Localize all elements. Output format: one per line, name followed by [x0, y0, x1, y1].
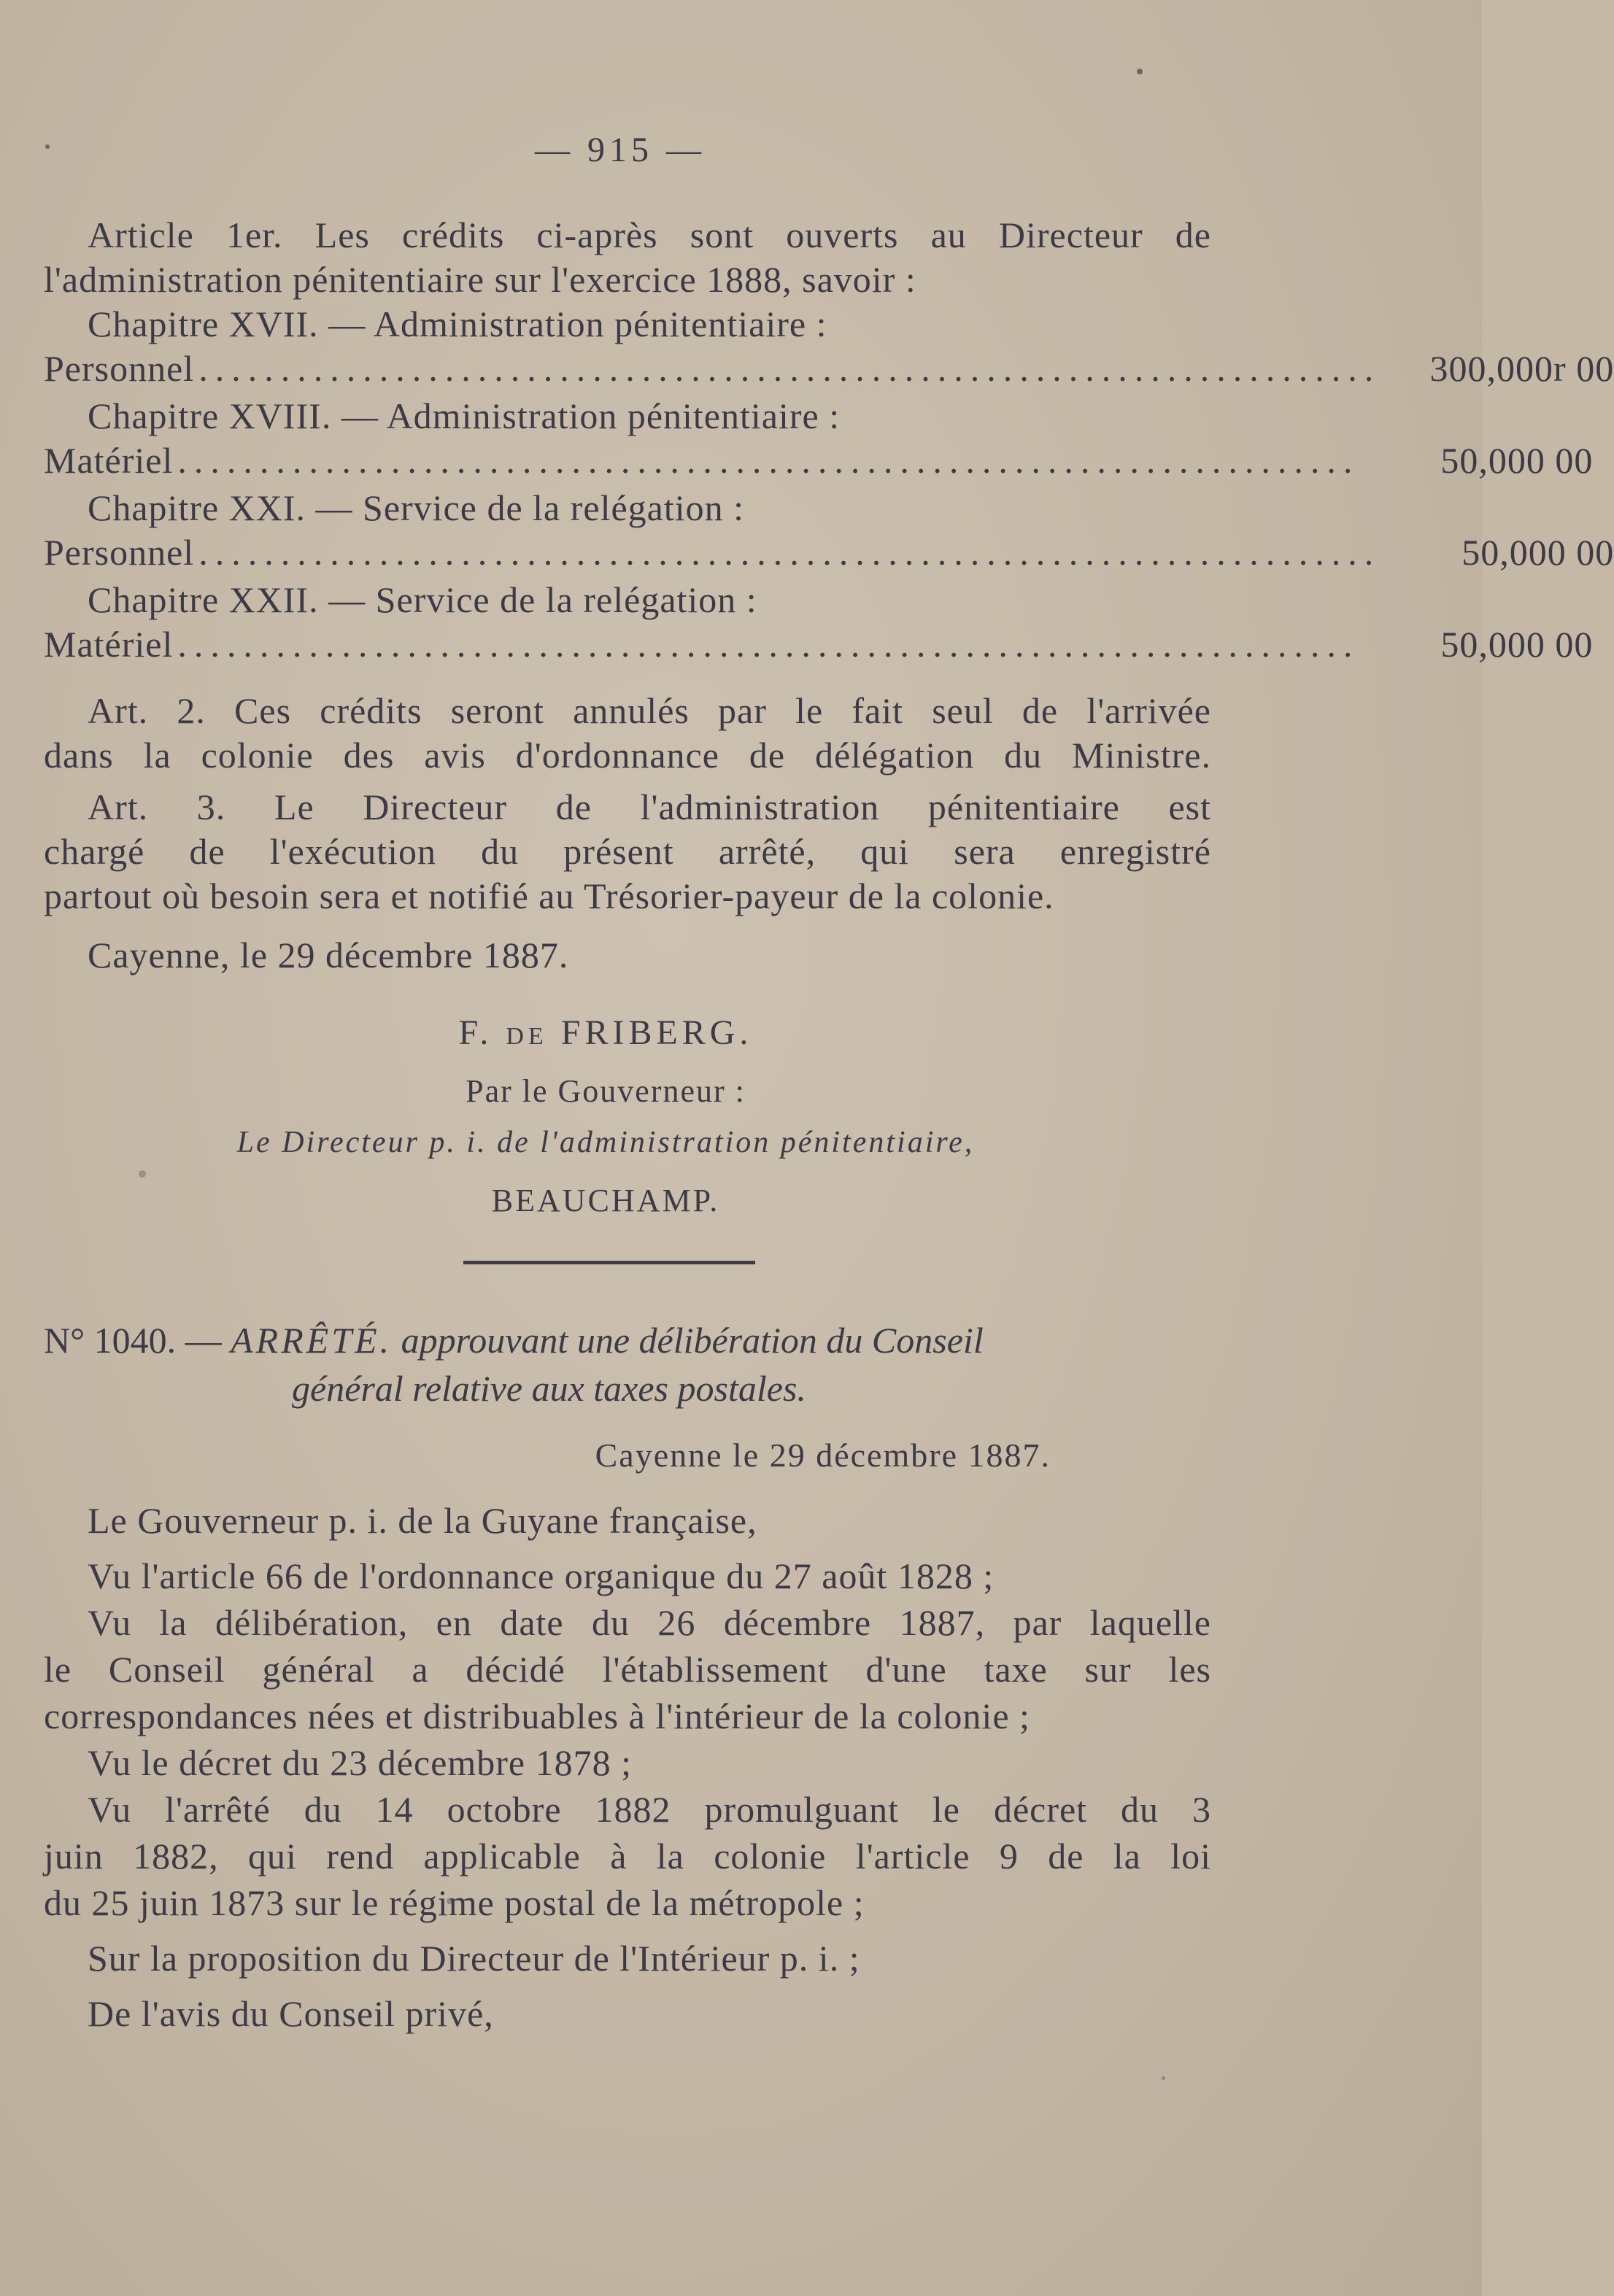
leader-dots: ........................................................................ — [177, 624, 1360, 665]
credit-row — [44, 622, 1594, 667]
governor-line: Le Gouverneur p. i. de la Guyane française, — [88, 1500, 757, 1541]
vu-line: Vu le décret du 23 décembre 1878 ; — [88, 1742, 633, 1783]
credit-label: Matériel — [44, 624, 174, 665]
place-date: Cayenne, le 29 décembre 1887. — [88, 935, 569, 975]
article-1 — [44, 213, 1211, 302]
credit-chapter — [44, 486, 1211, 530]
vu-line: juin 1882, qui rend applicable à la colonie l'article 9 de la loi — [44, 1836, 1211, 1876]
leader-dots: ........................................................................ — [198, 532, 1381, 573]
credit-row — [44, 530, 1614, 575]
credit-amount: 50,000 00 — [1462, 532, 1614, 573]
arrete-title-word: ARRÊTÉ. — [231, 1320, 393, 1361]
credit-row — [44, 438, 1594, 483]
vu-line: correspondances nées et distribuables à l'intérieur de la colonie ; — [44, 1696, 1030, 1736]
article-2 — [44, 689, 1211, 778]
credit-amount: 50,000 00 — [1440, 440, 1594, 481]
article-2-line: dans la colonie des avis d'ordonnance de délégation du Ministre. — [44, 735, 1211, 776]
paper-speck — [1162, 2076, 1165, 2080]
page-number: — 915 — — [535, 131, 706, 169]
proposition-line: Sur la proposition du Directeur de l'Intérieur p. i. ; — [88, 1938, 860, 1979]
arrete-number: N° 1040. — — [44, 1320, 222, 1361]
credit-amount: 300,000r 00 — [1429, 348, 1614, 389]
preamble — [44, 1497, 1211, 2037]
credit-chapter-text: Chapitre XXII. — Service de la relégation : — [88, 579, 757, 620]
vu-line: Vu la délibération, en date du 26 décembre 1887, par laquelle — [88, 1602, 1211, 1643]
credit-chapter-text: Chapitre XVII. — Administration pénitentiaire : — [88, 304, 827, 344]
paper-speck — [1137, 69, 1143, 74]
vu-line: le Conseil général a décidé l'établissement d'une taxe sur les — [44, 1649, 1211, 1690]
leader-dots: ........................................................................ — [198, 348, 1381, 389]
credit-label: Matériel — [44, 440, 174, 481]
article-1-line: Article 1er. Les crédits ci-après sont ouverts au Directeur de — [88, 214, 1211, 255]
article-1-line: l'administration pénitentiaire sur l'exercice 1888, savoir : — [44, 259, 916, 300]
article-3-line: partout où besoin sera et notifié au Trésorier-payeur de la colonie. — [44, 876, 1054, 916]
article-2-line: Art. 2. Ces crédits seront annulés par le fait seul de l'arrivée — [88, 690, 1211, 731]
article-3-line: chargé de l'exécution du présent arrêté, qui sera enregistré — [44, 831, 1211, 872]
director-name: BEAUCHAMP. — [491, 1183, 720, 1218]
avis-line: De l'avis du Conseil privé, — [88, 1993, 494, 2034]
credit-chapter — [44, 578, 1211, 622]
section-divider — [463, 1261, 755, 1264]
article-3-line: Art. 3. Le Directeur de l'administration pénitentiaire est — [88, 786, 1211, 827]
article-3 — [44, 785, 1211, 919]
signature-name: F. de FRIBERG. — [458, 1013, 753, 1052]
par-le-gouverneur: Par le Gouverneur : — [466, 1073, 746, 1109]
credit-chapter — [44, 394, 1211, 438]
credit-row — [44, 347, 1614, 391]
credit-chapter-text: Chapitre XVIII. — Administration pénitentiaire : — [88, 395, 841, 436]
arrete-place-date: Cayenne le 29 décembre 1887. — [595, 1437, 1051, 1474]
credit-chapter — [44, 302, 1211, 347]
vu-line: Vu l'article 66 de l'ordonnance organique du 27 août 1828 ; — [88, 1555, 995, 1596]
credit-label: Personnel — [44, 532, 195, 573]
credit-label: Personnel — [44, 348, 195, 389]
leader-dots: ........................................................................ — [177, 440, 1360, 481]
paper-speck — [139, 1170, 146, 1178]
credit-amount: 50,000 00 — [1440, 624, 1594, 665]
arrete-subtitle: général relative aux taxes postales. — [292, 1368, 806, 1409]
director-title: Le Directeur p. i. de l'administration pénitentiaire, — [236, 1126, 975, 1159]
arrete-title: approuvant une délibération du Conseil — [401, 1320, 984, 1361]
credit-chapter-text: Chapitre XXI. — Service de la relégation : — [88, 487, 745, 528]
vu-line: du 25 juin 1873 sur le régime postal de la métropole ; — [44, 1882, 865, 1923]
arrete-heading — [44, 1319, 984, 1361]
vu-line: Vu l'arrêté du 14 octobre 1882 promulguant le décret du 3 — [88, 1789, 1211, 1830]
